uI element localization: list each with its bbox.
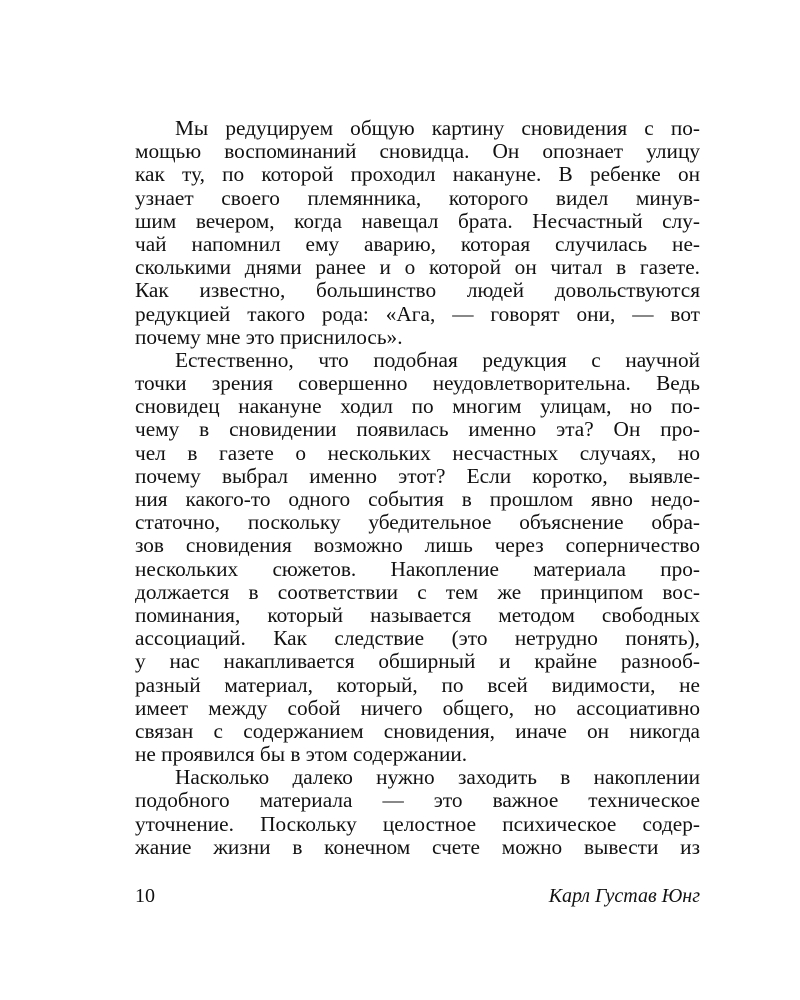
paragraph xyxy=(135,117,700,349)
text-line: Мы редуцируем общую картину сновидения с по- xyxy=(175,116,700,140)
text-line: редукцией такого рода: «Ага, — говорят они, — вот xyxy=(135,301,700,326)
text-line: должается в соответствии с тем же принципом вос- xyxy=(135,579,700,604)
text-line: статочно, поскольку убедительное объяснение обра- xyxy=(135,510,700,535)
text-line: разный материал, который, по всей видимости, не xyxy=(135,672,700,697)
paragraph xyxy=(135,766,700,859)
text-line: ассоциаций. Как следствие (это нетрудно понять), xyxy=(135,626,700,651)
page-number: 10 xyxy=(135,885,155,907)
text-line: сколькими днями ранее и о которой он читал в газете. xyxy=(135,255,700,280)
text-line: поминания, который называется методом свободных xyxy=(135,602,700,627)
text-line: нескольких сюжетов. Накопление материала про- xyxy=(135,556,700,581)
text-line: шим вечером, когда навещал брата. Несчастный слу- xyxy=(135,208,700,233)
text-line: Естественно, что подобная редукция с научной xyxy=(175,347,700,372)
text-line: как ту, по которой проходил накануне. В ребенке он xyxy=(135,162,700,187)
text-line: Как известно, большинство людей довольствуются xyxy=(135,278,700,303)
text-line: уточнение. Поскольку целостное психическое содер- xyxy=(135,811,700,836)
text-line: жание жизни в конечном счете можно вывести из xyxy=(135,834,700,859)
body-text xyxy=(135,117,700,859)
text-line: почему мне это приснилось». xyxy=(135,324,403,349)
text-line: у нас накапливается обширный и крайне разнооб- xyxy=(135,649,700,674)
text-line: чел в газете о нескольких несчастных случаях, но xyxy=(135,440,700,465)
text-line: ния какого-то одного события в прошлом явно недо- xyxy=(135,487,700,511)
text-line: точки зрения совершенно неудовлетворительна. Ведь xyxy=(135,371,700,396)
running-head-author: Карл Густав Юнг xyxy=(548,885,700,907)
text-line: чему в сновидении появилась именно эта? Он про- xyxy=(135,417,700,442)
page-footer xyxy=(135,885,700,913)
text-line: связан с содержанием сновидения, иначе он никогда xyxy=(135,718,700,743)
text-line: узнает своего племянника, которого видел минув- xyxy=(135,185,700,210)
text-line: не проявился бы в этом содержании. xyxy=(135,742,468,767)
text-line: Насколько далеко нужно заходить в накоплении xyxy=(175,765,700,790)
text-line: имеет между собой ничего общего, но ассоциативно xyxy=(135,695,700,720)
paragraph xyxy=(135,349,700,766)
text-line: подобного материала — это важное техническое xyxy=(135,788,700,813)
text-line: зов сновидения возможно лишь через соперничество xyxy=(135,533,700,558)
text-line: чай напомнил ему аварию, которая случилась не- xyxy=(135,231,700,256)
text-line: мощью воспоминаний сновидца. Он опознает улицу xyxy=(135,139,700,164)
text-line: почему выбрал именно этот? Если коротко, выявле- xyxy=(135,463,700,488)
text-line: сновидец накануне ходил по многим улицам, но по- xyxy=(135,394,700,419)
